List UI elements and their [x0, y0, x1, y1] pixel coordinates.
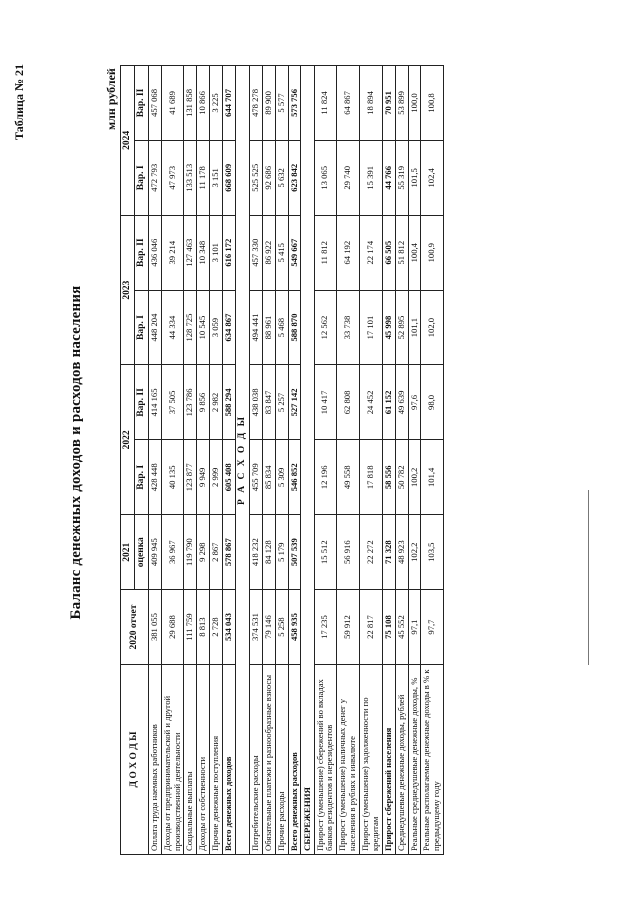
table-header — [121, 66, 149, 855]
table-cell: 22 174 — [360, 215, 383, 290]
table-cell: 457 330 — [249, 215, 262, 290]
table-cell: 9 298 — [197, 515, 210, 590]
table-cell: 5 309 — [275, 440, 288, 515]
table-cell: 62 808 — [337, 365, 360, 440]
table-cell: 644 707 — [223, 66, 236, 141]
table-cell: 634 867 — [223, 290, 236, 365]
table-cell: 414 165 — [148, 365, 161, 440]
table-cell: 41 689 — [161, 66, 184, 141]
table-row — [210, 66, 223, 855]
row-label: Прирост (уменьшение) наличных денег у населения в рублях и инвалюте — [337, 665, 360, 855]
table-cell: 5 258 — [275, 590, 288, 665]
table-body — [148, 66, 443, 855]
table-cell: 83 847 — [262, 365, 275, 440]
balance-table — [120, 65, 444, 855]
table-cell: 17 235 — [314, 590, 337, 665]
table-cell: 3 225 — [210, 66, 223, 141]
table-cell: 29 688 — [161, 590, 184, 665]
row-label: Среднедушевые денежные доходы, рублей — [395, 665, 408, 855]
table-cell: 100,0 — [408, 66, 421, 141]
table-cell: 5 632 — [275, 140, 288, 215]
row-label: Доходы от предпринимательской и другой производственной деятельности — [161, 665, 184, 855]
table-cell: 418 232 — [249, 515, 262, 590]
table-cell: 111 759 — [184, 590, 197, 665]
table-cell: 478 278 — [249, 66, 262, 141]
table-row — [382, 66, 395, 855]
header-year-2020: 2020 отчет — [121, 590, 149, 665]
table-cell: 588 294 — [223, 365, 236, 440]
table-cell: 79 146 — [262, 590, 275, 665]
table-cell: 51 812 — [395, 215, 408, 290]
table-cell: 44 334 — [161, 290, 184, 365]
table-cell: 33 738 — [337, 290, 360, 365]
page-title: Баланс денежных доходов и расходов населения — [68, 285, 84, 620]
table-row — [262, 66, 275, 855]
table-cell: 86 922 — [262, 215, 275, 290]
table-cell: 17 101 — [360, 290, 383, 365]
table-cell: 15 512 — [314, 515, 337, 590]
table-cell: 5 415 — [275, 215, 288, 290]
table-cell: 50 782 — [395, 440, 408, 515]
table-cell: 52 895 — [395, 290, 408, 365]
table-cell: 102,4 — [421, 140, 444, 215]
table-cell: 64 192 — [337, 215, 360, 290]
divider-line — [588, 490, 589, 665]
table-cell: 123 877 — [184, 440, 197, 515]
table-cell: 623 842 — [288, 140, 301, 215]
row-label: Реальные среднедушевые денежные доходы, % — [408, 665, 421, 855]
table-cell: 455 709 — [249, 440, 262, 515]
table-cell: 588 870 — [288, 290, 301, 365]
row-label: Всего денежных расходов — [288, 665, 301, 855]
table-cell: 10 348 — [197, 215, 210, 290]
table-cell: 17 818 — [360, 440, 383, 515]
table-cell: 40 135 — [161, 440, 184, 515]
table-cell: 88 961 — [262, 290, 275, 365]
table-cell: 525 525 — [249, 140, 262, 215]
table-cell: 127 463 — [184, 215, 197, 290]
section-title: Р А С Х О Д Ы — [235, 66, 249, 855]
table-cell: 48 923 — [395, 515, 408, 590]
table-cell: 55 319 — [395, 140, 408, 215]
row-label: Социальные выплаты — [184, 665, 197, 855]
table-cell: 549 667 — [288, 215, 301, 290]
table-row — [161, 66, 184, 855]
row-label: Прирост сбережений населения — [382, 665, 395, 855]
header-label-column: Д О Х О Д Ы — [121, 665, 149, 855]
table-cell: 458 935 — [288, 590, 301, 665]
table-cell: 15 391 — [360, 140, 383, 215]
table-cell: 12 196 — [314, 440, 337, 515]
table-cell: 100,4 — [408, 215, 421, 290]
table-cell: 101,5 — [408, 140, 421, 215]
table-cell: 428 448 — [148, 440, 161, 515]
table-cell: 101,1 — [408, 290, 421, 365]
subheader-var-2: Вар. II — [134, 365, 148, 440]
table-cell: 61 152 — [382, 365, 395, 440]
table-cell: 2 999 — [210, 440, 223, 515]
table-cell: 39 214 — [161, 215, 184, 290]
row-label: Реальные располагаемые денежные доходы в % к предыдущему году — [421, 665, 444, 855]
table-cell: 123 786 — [184, 365, 197, 440]
table-row — [148, 66, 161, 855]
table-row — [223, 66, 236, 855]
table-cell: 578 867 — [223, 515, 236, 590]
table-row — [314, 66, 337, 855]
header-year-2022: 2022 — [121, 365, 135, 515]
table-cell: 5 577 — [275, 66, 288, 141]
table-cell: 10 417 — [314, 365, 337, 440]
table-cell: 59 912 — [337, 590, 360, 665]
table-row — [184, 66, 197, 855]
table-cell: 10 545 — [197, 290, 210, 365]
table-cell: 3 059 — [210, 290, 223, 365]
row-label: Прочие расходы — [275, 665, 288, 855]
table-cell: 36 967 — [161, 515, 184, 590]
subheader-var-2: Вар. II — [134, 66, 148, 141]
table-cell: 546 852 — [288, 440, 301, 515]
table-row — [395, 66, 408, 855]
table-cell: 11 178 — [197, 140, 210, 215]
table-cell: 2 728 — [210, 590, 223, 665]
table-row — [408, 66, 421, 855]
table-cell: 45 552 — [395, 590, 408, 665]
table-cell: 102,2 — [408, 515, 421, 590]
row-label: Всего денежных доходов — [223, 665, 236, 855]
header-year-2024: 2024 — [121, 66, 135, 216]
table-row — [337, 66, 360, 855]
table-cell: 100,8 — [421, 66, 444, 141]
subheader-var-1: Вар. I — [134, 140, 148, 215]
row-label: Прирост (уменьшение) сбережений во вкладах банков резидентов и нерезидентов — [314, 665, 337, 855]
row-label: Прирост (уменьшение) задолженности по кредитам — [360, 665, 383, 855]
table-cell: 128 725 — [184, 290, 197, 365]
table-cell: 472 793 — [148, 140, 161, 215]
table-cell: 8 813 — [197, 590, 210, 665]
table-cell: 2 867 — [210, 515, 223, 590]
subheader-var-2: Вар. II — [134, 215, 148, 290]
table-cell: 12 562 — [314, 290, 337, 365]
table-cell: 24 452 — [360, 365, 383, 440]
table-cell: 13 065 — [314, 140, 337, 215]
header-year-2021: 2021 — [121, 515, 135, 590]
table-row — [275, 66, 288, 855]
section-row — [301, 66, 314, 855]
table-cell: 374 531 — [249, 590, 262, 665]
row-label: Оплата труда наемных работников — [148, 665, 161, 855]
table-number: Таблица № 21 — [12, 63, 26, 140]
table-cell: 616 172 — [223, 215, 236, 290]
table-cell: 573 756 — [288, 66, 301, 141]
row-label: Прочие денежные поступления — [210, 665, 223, 855]
subheader-var-1: Вар. I — [134, 440, 148, 515]
table-cell: 37 505 — [161, 365, 184, 440]
table-cell: 103,5 — [421, 515, 444, 590]
table-cell: 92 686 — [262, 140, 275, 215]
table-cell: 381 055 — [148, 590, 161, 665]
table-cell: 45 998 — [382, 290, 395, 365]
row-label: Потребительские расходы — [249, 665, 262, 855]
header-year-2023: 2023 — [121, 215, 135, 365]
subheader-var-1: Вар. I — [134, 290, 148, 365]
table-cell: 53 899 — [395, 66, 408, 141]
table-row — [288, 66, 301, 855]
table-cell: 11 812 — [314, 215, 337, 290]
table-cell: 101,4 — [421, 440, 444, 515]
table-cell: 527 142 — [288, 365, 301, 440]
table-cell: 3 101 — [210, 215, 223, 290]
table-row — [249, 66, 262, 855]
units-label: млн рублей — [104, 68, 118, 130]
table-cell: 89 900 — [262, 66, 275, 141]
table-cell: 98,0 — [421, 365, 444, 440]
table-cell: 5 468 — [275, 290, 288, 365]
table-cell: 22 817 — [360, 590, 383, 665]
table-row — [360, 66, 383, 855]
table-cell: 119 790 — [184, 515, 197, 590]
table-cell: 436 046 — [148, 215, 161, 290]
table-cell: 11 824 — [314, 66, 337, 141]
table-cell: 97,6 — [408, 365, 421, 440]
table-cell: 100,9 — [421, 215, 444, 290]
table-cell: 29 740 — [337, 140, 360, 215]
table-cell: 56 916 — [337, 515, 360, 590]
table-cell: 534 043 — [223, 590, 236, 665]
table-cell: 668 609 — [223, 140, 236, 215]
table-cell: 5 257 — [275, 365, 288, 440]
table-cell: 457 068 — [148, 66, 161, 141]
table-cell: 133 513 — [184, 140, 197, 215]
table-cell: 85 834 — [262, 440, 275, 515]
table-cell: 3 151 — [210, 140, 223, 215]
table-cell: 9 949 — [197, 440, 210, 515]
table-cell: 97,1 — [408, 590, 421, 665]
table-cell: 22 272 — [360, 515, 383, 590]
table-cell: 75 108 — [382, 590, 395, 665]
table-row — [421, 66, 444, 855]
table-cell: 10 866 — [197, 66, 210, 141]
table-cell: 97,7 — [421, 590, 444, 665]
table-cell: 409 945 — [148, 515, 161, 590]
table-cell: 507 539 — [288, 515, 301, 590]
table-cell: 448 204 — [148, 290, 161, 365]
table-cell: 49 639 — [395, 365, 408, 440]
table-cell: 58 556 — [382, 440, 395, 515]
table-cell: 605 408 — [223, 440, 236, 515]
table-cell: 2 982 — [210, 365, 223, 440]
table-cell: 64 867 — [337, 66, 360, 141]
table-cell: 5 179 — [275, 515, 288, 590]
table-cell: 71 328 — [382, 515, 395, 590]
row-label: Обязательные платежи и разнообразные взносы — [262, 665, 275, 855]
table-cell: 131 858 — [184, 66, 197, 141]
section-row — [235, 66, 249, 855]
table-cell: 9 856 — [197, 365, 210, 440]
table-cell: 47 973 — [161, 140, 184, 215]
row-label: Доходы от собственности — [197, 665, 210, 855]
table-cell: 44 766 — [382, 140, 395, 215]
table-cell: 100,2 — [408, 440, 421, 515]
table-cell: 18 894 — [360, 66, 383, 141]
table-cell: 70 951 — [382, 66, 395, 141]
table-cell: 438 038 — [249, 365, 262, 440]
table-cell: 84 128 — [262, 515, 275, 590]
subheader-estimate: оценка — [134, 515, 148, 590]
table-row — [197, 66, 210, 855]
table-cell: 102,0 — [421, 290, 444, 365]
section-title: СБЕРЕЖЕНИЯ — [301, 66, 314, 855]
table-cell: 66 505 — [382, 215, 395, 290]
table-cell: 49 558 — [337, 440, 360, 515]
table-cell: 494 441 — [249, 290, 262, 365]
